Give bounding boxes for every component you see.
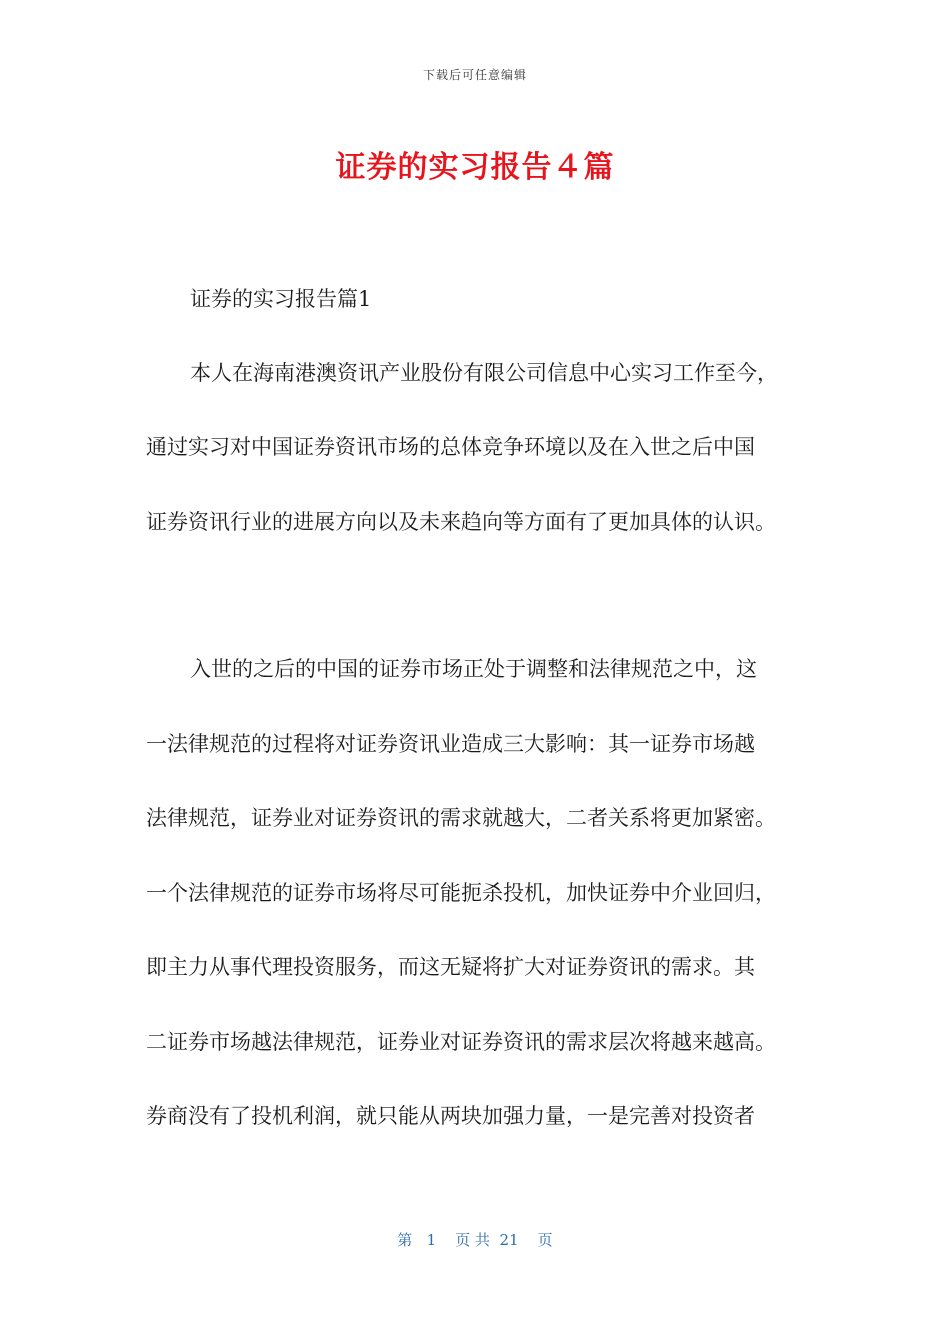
paragraph-line: 通过实习对中国证券资讯市场的总体竞争环境以及在入世之后中国 (146, 435, 755, 459)
section-heading: 证券的实习报告篇1 (190, 287, 372, 311)
paragraph-line: 入世的之后的中国的证券市场正处于调整和法律规范之中，这 (190, 657, 757, 681)
paragraph-line: 证券资讯行业的进展方向以及未来趋向等方面有了更加具体的认识。 (146, 510, 776, 534)
paragraph-line: 一个法律规范的证券市场将尽可能扼杀投机，加快证券中介业回归， (146, 881, 776, 905)
page-number-footer: 第 1 页 共 21 页 (397, 1231, 553, 1249)
document-title: 证券的实习报告４篇 (335, 150, 615, 185)
paragraph-line: 即主力从事代理投资服务，而这无疑将扩大对证券资讯的需求。其 (146, 955, 755, 979)
page-header-note: 下载后可任意编辑 (422, 68, 527, 82)
paragraph-line: 本人在海南港澳资讯产业股份有限公司信息中心实习工作至今， (190, 361, 778, 385)
paragraph-line: 券商没有了投机利润，就只能从两块加强力量，一是完善对投资者 (146, 1104, 755, 1128)
paragraph-line: 二证券市场越法律规范，证券业对证券资讯的需求层次将越来越高。 (146, 1030, 776, 1054)
paragraph-line: 法律规范，证券业对证券资讯的需求就越大，二者关系将更加紧密。 (146, 806, 776, 830)
paragraph-line: 一法律规范的过程将对证券资讯业造成三大影响：其一证券市场越 (146, 732, 755, 756)
